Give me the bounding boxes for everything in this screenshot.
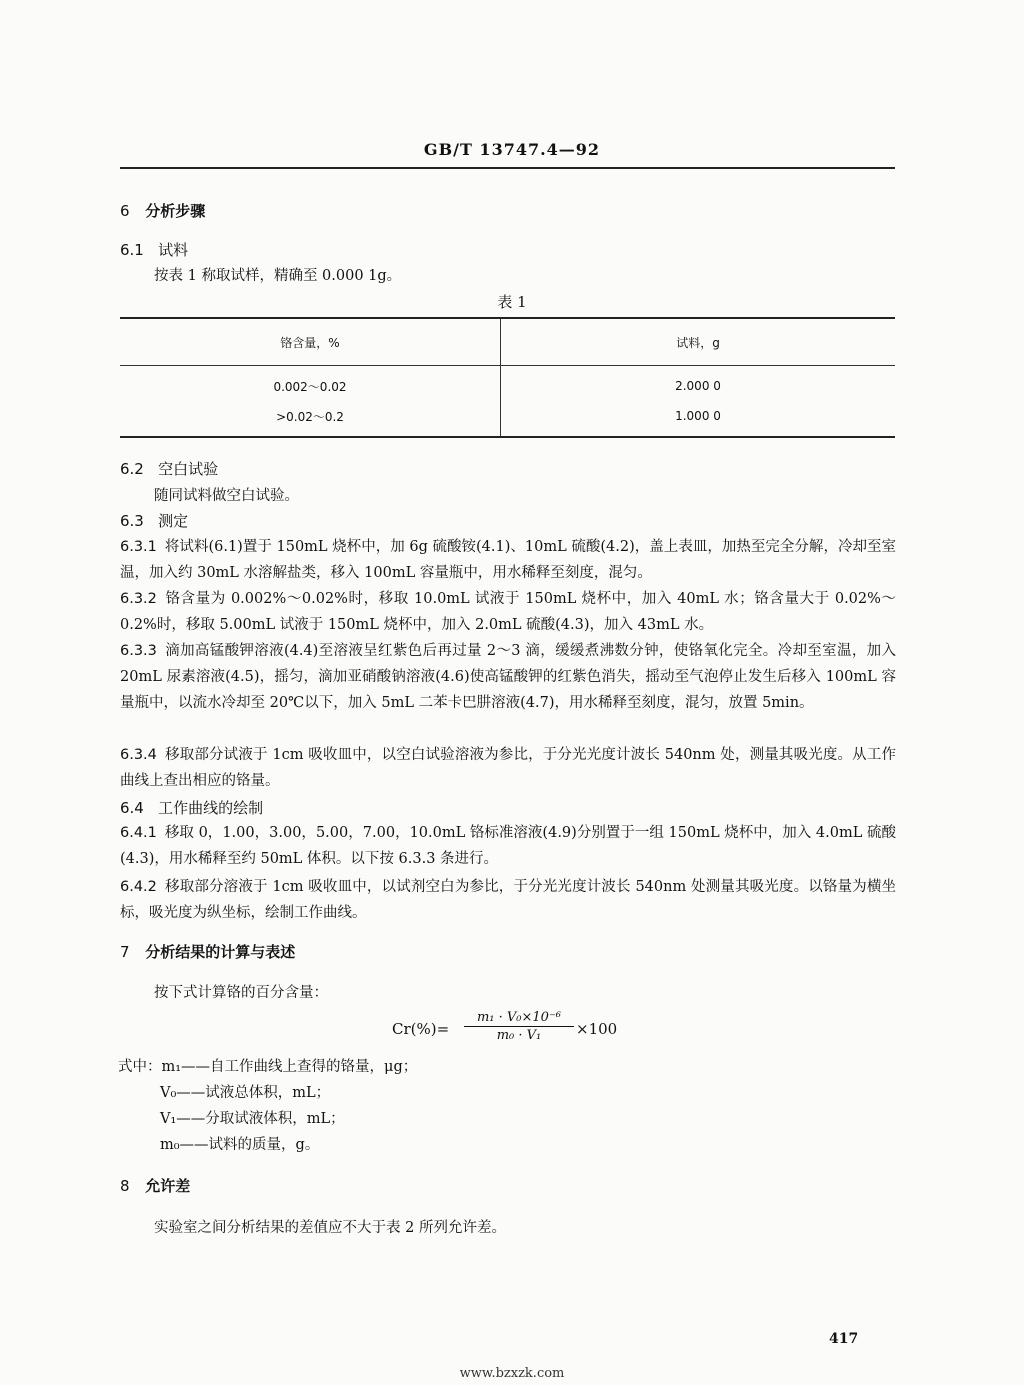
clause-number: 6.3.1 xyxy=(120,539,157,555)
section-number: 6.3 xyxy=(120,512,144,530)
where-item: V₀——试液总体积，mL； xyxy=(160,1085,331,1101)
table-row xyxy=(120,366,895,402)
where-item: m₁——自工作曲线上查得的铬量，μg； xyxy=(161,1059,418,1075)
section-title: 工作曲线的绘制 xyxy=(158,799,264,817)
section-6-3-1 xyxy=(120,534,896,586)
section-8-text: 实验室之间分析结果的差值应不大于表 2 所列允许差。 xyxy=(154,1220,506,1236)
watermark-url: www.bzxzk.com xyxy=(459,1366,565,1381)
table-cell: 2.000 0 xyxy=(675,379,721,393)
clause-number: 6.3.2 xyxy=(120,591,157,607)
table-cell: 0.002～0.02 xyxy=(120,366,501,402)
section-6-4-1 xyxy=(120,820,896,872)
table-header-row xyxy=(120,318,895,366)
formula-rhs: ×100 xyxy=(576,1020,618,1038)
section-6-3-2 xyxy=(120,586,896,638)
section-number: 7 xyxy=(120,943,130,961)
section-title: 试料 xyxy=(158,241,189,259)
clause-text: 铬含量为 0.002%～0.02%时，移取 10.0mL 试液于 150mL 烧杯中，加入 40mL 水；铬含量大于 0.02%～0.2%时，移取 5.00mL 试液于 150mL 烧杯中，加入 2.0mL 硫酸(4.3)，加入 43mL 水。 xyxy=(120,591,896,633)
section-number: 8 xyxy=(120,1177,130,1195)
clause-number: 6.4.2 xyxy=(120,879,157,895)
where-item: m₀——试料的质量，g。 xyxy=(160,1137,320,1153)
section-8-heading xyxy=(120,1175,190,1196)
page-number: 417 xyxy=(829,1331,859,1347)
table-header-cell: 试料，g xyxy=(501,318,896,366)
section-number: 6.1 xyxy=(120,241,144,259)
table-cell: >0.02～0.2 xyxy=(120,401,501,437)
clause-number: 6.4.1 xyxy=(120,825,157,841)
section-7-intro: 按下式计算铬的百分含量： xyxy=(154,985,328,1001)
section-title: 测定 xyxy=(158,512,189,530)
formula-fraction xyxy=(464,1010,574,1043)
section-6-4-heading xyxy=(120,797,263,818)
clause-text: 滴加高锰酸钾溶液(4.4)至溶液呈红紫色后再过量 2～3 滴，缓缓煮沸数分钟，使铬氧化完全。冷却至室温，加入 20mL 尿素溶液(4.5)，摇匀，滴加亚硝酸钠溶液(4.6)使高锰酸钾的红紫色消失，摇动至气泡停止发生后移入 100mL 容量瓶中，以流水冷却至 20℃以下，加入 5mL 二苯卡巴肼溶液(4.7)，用水稀释至刻度，混匀，放置 5min。 xyxy=(120,643,896,711)
where-line-1 xyxy=(118,1055,417,1076)
clause-text: 移取 0，1.00，3.00，5.00，7.00，10.0mL 铬标准溶液(4.9)分别置于一组 150mL 烧杯中，加入 4.0mL 硫酸(4.3)，用水稀释至约 50mL 体积。以下按 6.3.3 条进行。 xyxy=(120,825,896,867)
section-number: 6.4 xyxy=(120,799,144,817)
section-6-1-text: 按表 1 称取试样，精确至 0.000 1g。 xyxy=(154,268,402,284)
clause-text: 移取部分溶液于 1cm 吸收皿中，以试剂空白为参比，于分光光度计波长 540nm 处测量其吸光度。以铬量为横坐标，吸光度为纵坐标，绘制工作曲线。 xyxy=(120,879,896,921)
clause-text: 将试料(6.1)置于 150mL 烧杯中，加 6g 硫酸铵(4.1)、10mL 硫酸(4.2)，盖上表皿，加热至完全分解，冷却至室温，加入约 30mL 水溶解盐类，移入 100mL 容量瓶中，用水稀释至刻度，混匀。 xyxy=(120,539,896,581)
table-row xyxy=(120,401,895,437)
where-item: V₁——分取试液体积，mL； xyxy=(160,1111,345,1127)
section-6-2-heading xyxy=(120,458,218,479)
where-prefix: 式中： xyxy=(118,1059,162,1075)
clause-text: 移取部分试液于 1cm 吸收皿中，以空白试验溶液为参比，于分光光度计波长 540nm 处，测量其吸光度。从工作曲线上查出相应的铬量。 xyxy=(120,747,896,789)
clause-number: 6.3.4 xyxy=(120,747,157,763)
section-number: 6.2 xyxy=(120,460,144,478)
section-6-4-2 xyxy=(120,874,896,926)
section-6-3-heading xyxy=(120,510,188,531)
section-6-2-text: 随同试料做空白试验。 xyxy=(154,488,299,504)
section-title: 分析步骤 xyxy=(145,202,206,220)
formula-lhs: Cr(%)= xyxy=(392,1020,450,1038)
table-cell: 1.000 0 xyxy=(501,401,896,437)
section-title: 允许差 xyxy=(145,1177,191,1195)
section-title: 分析结果的计算与表述 xyxy=(145,943,296,961)
section-6-3-3 xyxy=(120,638,896,716)
table-1 xyxy=(120,317,895,438)
formula-denominator: m₀ · V₁ xyxy=(496,1028,542,1043)
standard-code: GB/T 13747.4—92 xyxy=(423,140,601,159)
header-rule xyxy=(120,167,895,169)
clause-number: 6.3.3 xyxy=(120,643,157,659)
section-6-heading xyxy=(120,200,205,221)
formula-numerator: m₁ · V₀×10⁻⁶ xyxy=(464,1010,574,1027)
section-6-3-4 xyxy=(120,742,896,794)
section-7-heading xyxy=(120,941,295,962)
section-6-1-heading xyxy=(120,239,188,260)
section-title: 空白试验 xyxy=(158,460,219,478)
table-header-cell: 铬含量，% xyxy=(120,318,501,366)
table-1-caption: 表 1 xyxy=(497,293,527,311)
section-number: 6 xyxy=(120,202,130,220)
